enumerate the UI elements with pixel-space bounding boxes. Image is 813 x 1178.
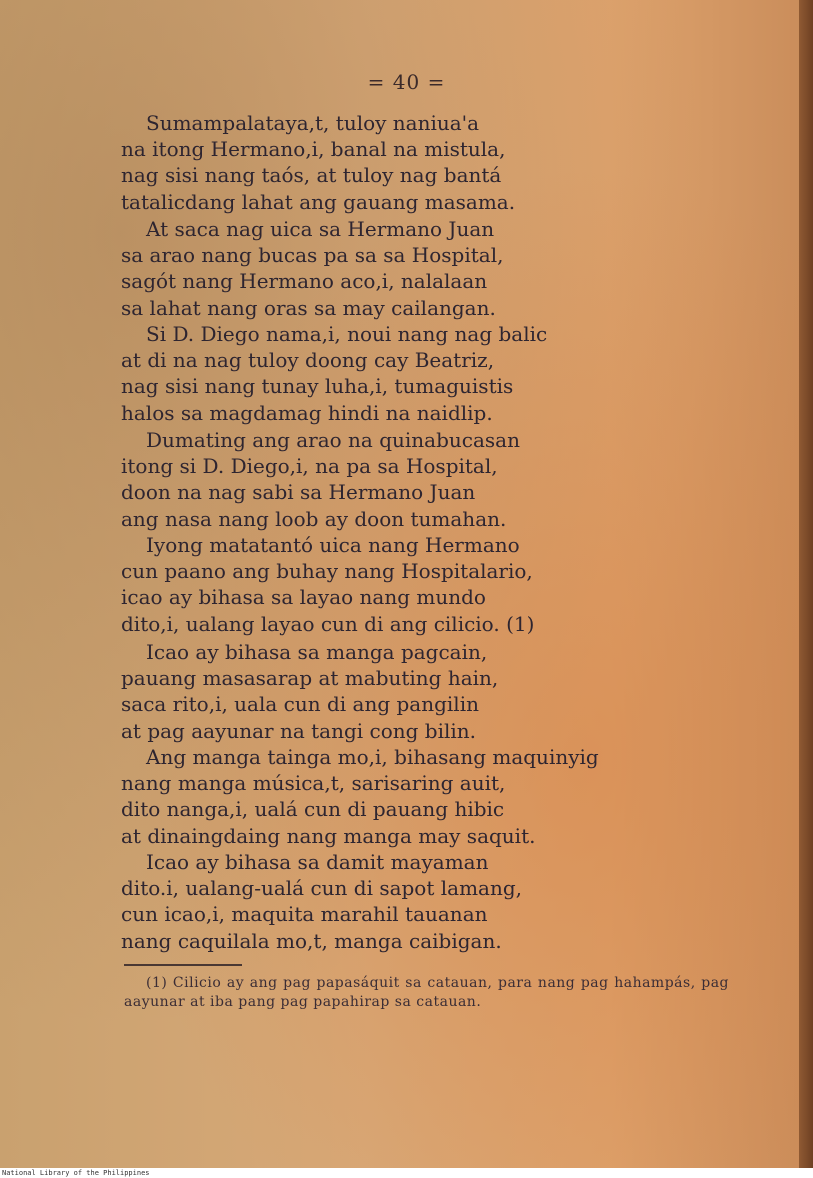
verse-line: cun paano ang buhay nang Hospitalario, — [121, 559, 533, 584]
stanza-2 — [121, 216, 503, 321]
footnote-divider — [124, 964, 242, 966]
verse-line: pauang masasarap at mabuting hain, — [121, 666, 499, 691]
verse-line: saca rito,i, uala cun di ang pangilin — [121, 692, 479, 717]
verse-line: nang manga música,t, sarisaring auit, — [121, 771, 506, 796]
verse-line: At saca nag uica sa Hermano Juan — [146, 217, 495, 241]
verse-line: dito,i, ualang layao cun di ang cilicio. (1) — [121, 611, 535, 636]
verse-line: sa arao nang bucas pa sa sa Hospital, — [121, 243, 504, 268]
verse-line: nag sisi nang taós, at tuloy nag bantá — [121, 163, 502, 188]
verse-line: na itong Hermano,i, banal na mistula, — [121, 137, 506, 162]
footnote: (1) Cilicio ay ang pag papasáquit sa catauan, para nang pag hahampás, pag aayunar at iba pang pag papahirap sa catauan. — [124, 975, 729, 1010]
verse-line: Dumating ang arao na quinabucasan — [146, 428, 520, 452]
verse-line: nang caquilala mo,t, manga caibigan. — [121, 928, 502, 953]
verse-line: dito nanga,i, ualá cun di pauang hibic — [121, 797, 505, 822]
stanza-1 — [121, 110, 515, 215]
stanza-4 — [121, 427, 520, 532]
page-number: = 40 = — [367, 70, 446, 94]
stanza-8 — [121, 849, 522, 954]
verse-line: halos sa magdamag hindi na naidlip. — [121, 400, 493, 425]
verse-line: Icao ay bihasa sa manga pagcain, — [146, 640, 488, 664]
verse-line: tatalicdang lahat ang gauang masama. — [121, 189, 516, 214]
stanza-3 — [121, 321, 547, 426]
verse-line: dito.i, ualang-ualá cun di sapot lamang, — [121, 876, 522, 901]
source-credit: National Library of the Philippines — [2, 1169, 150, 1177]
stanza-6 — [121, 639, 498, 744]
stanza-5 — [121, 532, 534, 637]
verse-line: itong si D. Diego,i, na pa sa Hospital, — [121, 454, 498, 479]
verse-line: Ang manga tainga mo,i, bihasang maquinyig — [146, 745, 599, 769]
verse-line: Si D. Diego nama,i, noui nang nag balic — [146, 322, 548, 346]
verse-line: sa lahat nang oras sa may cailangan. — [121, 295, 496, 320]
stanza-7 — [121, 744, 599, 849]
verse-line: Icao ay bihasa sa damit mayaman — [146, 850, 489, 874]
page-edge — [799, 0, 813, 1168]
verse-line: at dinaingdaing nang manga may saquit. — [121, 823, 536, 848]
verse-line: nag sisi nang tunay luha,i, tumaguistis — [121, 374, 514, 399]
verse-line: ang nasa nang loob ay doon tumahan. — [121, 506, 507, 531]
verse-line: Iyong matatantó uica nang Hermano — [146, 533, 520, 557]
verse-line: at di na nag tuloy doong cay Beatriz, — [121, 348, 495, 373]
verse-line: doon na nag sabi sa Hermano Juan — [121, 480, 476, 505]
verse-line: at pag aayunar na tangi cong bilin. — [121, 718, 477, 743]
verse-line: sagót nang Hermano aco,i, nalalaan — [121, 269, 488, 294]
verse-line: icao ay bihasa sa layao nang mundo — [121, 585, 486, 610]
verse-line: cun icao,i, maquita marahil tauanan — [121, 902, 488, 927]
verse-line: Sumampalataya,t, tuloy naniua'a — [146, 111, 480, 135]
